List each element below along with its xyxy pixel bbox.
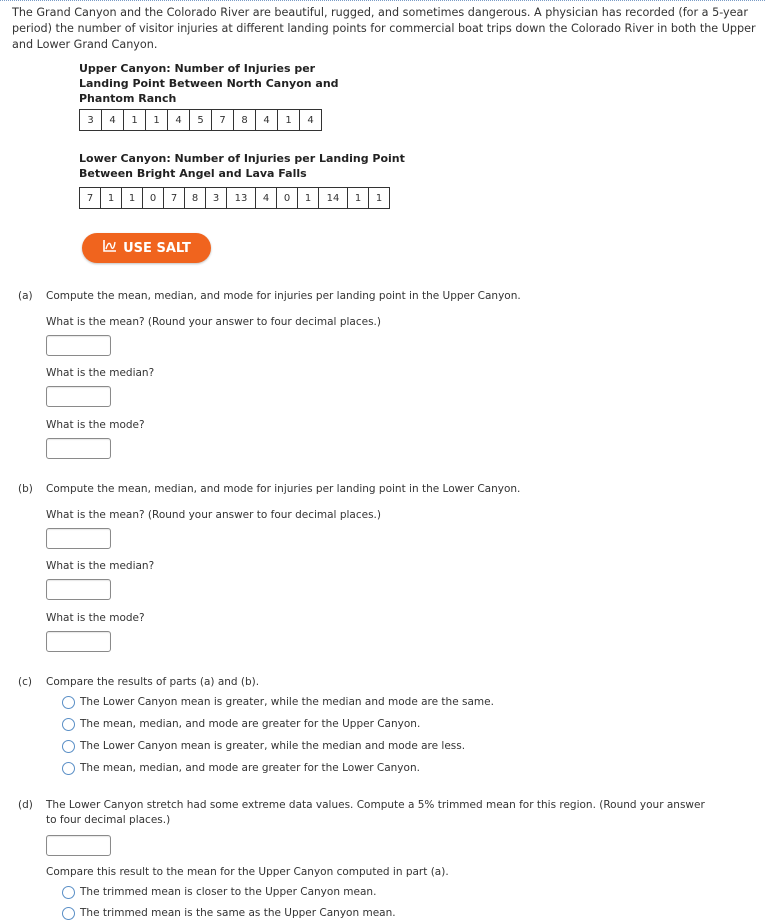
option-text: The trimmed mean is the same as the Upper Canyon mean. <box>80 907 396 919</box>
part-b-mean-question: What is the mean? (Round your answer to four decimal places.) <box>46 509 381 521</box>
data-cell: 1 <box>101 188 122 209</box>
data-cell: 1 <box>146 110 168 131</box>
data-cell: 3 <box>206 188 227 209</box>
data-cell: 0 <box>277 188 298 209</box>
data-cell: 8 <box>234 110 256 131</box>
radio-button[interactable] <box>62 718 75 731</box>
part-b-mode-question: What is the mode? <box>46 612 145 624</box>
option-text: The Lower Canyon mean is greater, while the median and mode are the same. <box>80 696 494 708</box>
problem-intro: The Grand Canyon and the Colorado River are beautiful, rugged, and sometimes dangerous. A physician has recorded (for a 5-year period) the number of visitor injuries at different landing points for commercial boat trips down the Colorado River in both the Upper and Lower Grand Canyon. <box>12 6 756 51</box>
option-text: The trimmed mean is closer to the Upper Canyon mean. <box>80 886 377 898</box>
lower-canyon-table <box>79 187 390 209</box>
data-cell: 7 <box>80 188 101 209</box>
part-d-label: (d) <box>18 799 33 811</box>
salt-chart-icon <box>102 238 118 258</box>
part-b-mode-input[interactable] <box>46 631 111 652</box>
data-cell: 4 <box>256 110 278 131</box>
part-a-mean-input[interactable] <box>46 335 111 356</box>
data-cell: 3 <box>80 110 102 131</box>
use-salt-button[interactable] <box>82 233 211 263</box>
option-text: The mean, median, and mode are greater for the Lower Canyon. <box>80 762 420 774</box>
part-a-mean-question: What is the mean? (Round your answer to four decimal places.) <box>46 316 381 328</box>
upper-canyon-title: Upper Canyon: Number of Injuries per Landing Point Between North Canyon and Phantom Ranch <box>79 62 339 105</box>
option-text: The mean, median, and mode are greater for the Upper Canyon. <box>80 718 421 730</box>
data-cell: 5 <box>190 110 212 131</box>
part-c-option-4[interactable] <box>62 761 420 776</box>
radio-button[interactable] <box>62 696 75 709</box>
use-salt-label: USE SALT <box>123 240 191 256</box>
part-d-prompt-line2: to four decimal places.) <box>46 814 171 826</box>
radio-button[interactable] <box>62 740 75 753</box>
radio-button[interactable] <box>62 886 75 899</box>
data-cell: 4 <box>102 110 124 131</box>
part-c-prompt: Compare the results of parts (a) and (b). <box>46 676 260 688</box>
data-cell: 4 <box>256 188 277 209</box>
data-cell: 1 <box>348 188 369 209</box>
part-c-label: (c) <box>18 676 32 688</box>
data-cell: 8 <box>185 188 206 209</box>
part-b-prompt: Compute the mean, median, and mode for injuries per landing point in the Lower Canyon. <box>46 483 521 495</box>
part-b-median-input[interactable] <box>46 579 111 600</box>
data-cell: 7 <box>212 110 234 131</box>
lower-canyon-row <box>80 188 390 209</box>
data-cell: 4 <box>300 110 322 131</box>
data-cell: 1 <box>122 188 143 209</box>
data-cell: 1 <box>124 110 146 131</box>
option-text: The Lower Canyon mean is greater, while the median and mode are less. <box>80 740 466 752</box>
data-cell: 0 <box>143 188 164 209</box>
part-a-label: (a) <box>18 290 33 302</box>
data-cell: 1 <box>278 110 300 131</box>
upper-canyon-table <box>79 109 322 131</box>
part-a-median-input[interactable] <box>46 386 111 407</box>
data-cell: 1 <box>369 188 390 209</box>
top-border <box>0 0 765 1</box>
data-cell: 13 <box>227 188 256 209</box>
part-d-prompt-line1: The Lower Canyon stretch had some extreme data values. Compute a 5% trimmed mean for this region. (Round your answer <box>46 799 705 811</box>
part-b-median-question: What is the median? <box>46 560 155 572</box>
part-d-trimmed-mean-input[interactable] <box>46 835 111 856</box>
part-a-mode-question: What is the mode? <box>46 419 145 431</box>
part-a-mode-input[interactable] <box>46 438 111 459</box>
part-a-median-question: What is the median? <box>46 367 155 379</box>
part-c-option-2[interactable] <box>62 717 420 732</box>
part-d-option-1[interactable] <box>62 885 376 900</box>
radio-button[interactable] <box>62 907 75 920</box>
part-c-option-3[interactable] <box>62 739 465 754</box>
part-c-option-1[interactable] <box>62 695 494 710</box>
part-b-mean-input[interactable] <box>46 528 111 549</box>
data-cell: 4 <box>168 110 190 131</box>
data-cell: 7 <box>164 188 185 209</box>
part-b-label: (b) <box>18 483 33 495</box>
data-cell: 1 <box>298 188 319 209</box>
part-d-compare-question: Compare this result to the mean for the Upper Canyon computed in part (a). <box>46 866 449 878</box>
part-a-prompt: Compute the mean, median, and mode for injuries per landing point in the Upper Canyon. <box>46 290 521 302</box>
upper-canyon-row <box>80 110 322 131</box>
lower-canyon-title: Lower Canyon: Number of Injuries per Landing Point Between Bright Angel and Lava Falls <box>79 152 405 180</box>
data-cell: 14 <box>319 188 348 209</box>
radio-button[interactable] <box>62 762 75 775</box>
